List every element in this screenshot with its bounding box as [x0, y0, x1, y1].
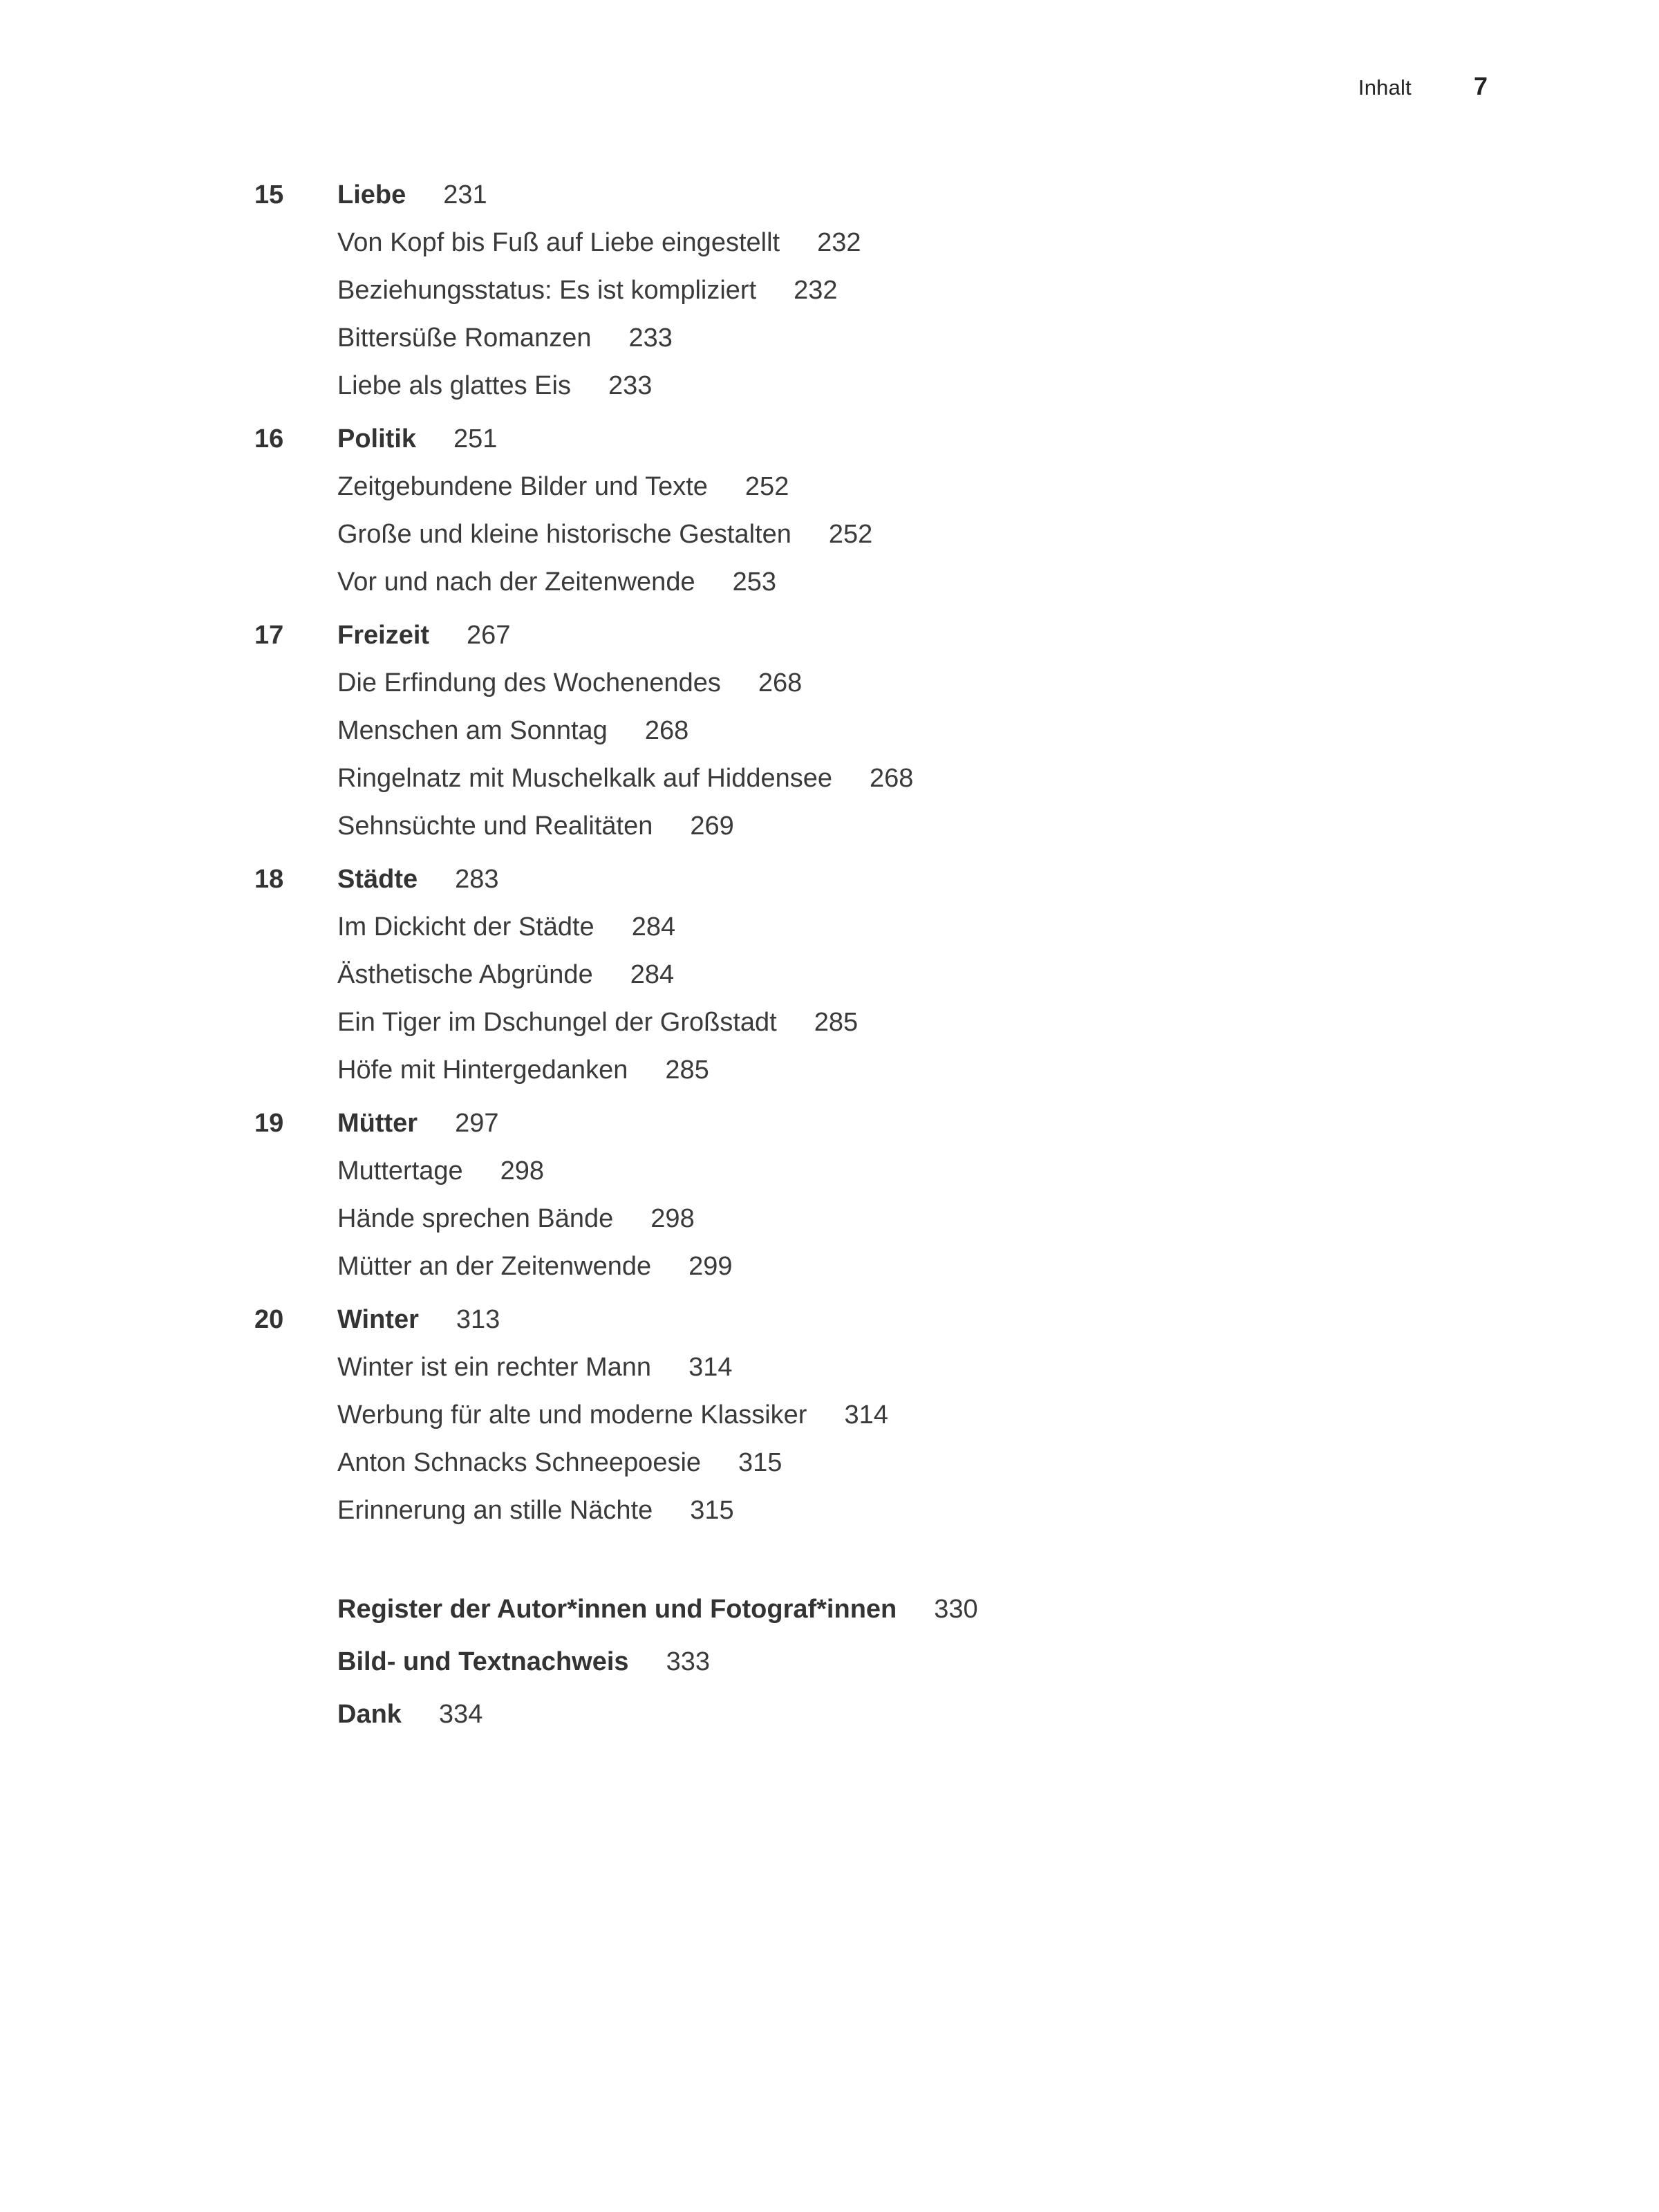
entry-title: Ein Tiger im Dschungel der Großstadt	[337, 1008, 777, 1037]
entry-page: 252	[828, 520, 873, 549]
toc-entry[interactable]	[337, 803, 1430, 850]
toc-entry[interactable]	[337, 315, 1430, 362]
entry-title: Die Erfindung des Wochenendes	[337, 668, 721, 697]
toc-entry[interactable]	[337, 463, 1430, 511]
table-of-contents	[254, 171, 1430, 1741]
chapter-page: 231	[443, 180, 487, 209]
entry-title: Bild- und Textnachweis	[337, 1647, 629, 1676]
toc-entry[interactable]	[337, 1344, 1430, 1391]
entry-title: Menschen am Sonntag	[337, 716, 608, 745]
entry-title: Erinnerung an stille Nächte	[337, 1496, 653, 1525]
entry-page: 314	[688, 1353, 733, 1382]
chapter-title-entry[interactable]	[337, 1100, 1430, 1147]
chapter-body	[337, 415, 1430, 606]
entry-title: Zeitgebundene Bilder und Texte	[337, 472, 708, 501]
entry-page: 233	[608, 371, 653, 400]
entry-title: Ästhetische Abgründe	[337, 960, 593, 989]
entry-page: 233	[628, 324, 673, 353]
entry-page: 330	[934, 1595, 978, 1624]
toc-entry[interactable]	[337, 1243, 1430, 1291]
chapter-page: 297	[455, 1109, 499, 1138]
chapter-title: Städte	[337, 865, 418, 894]
chapter-16	[254, 415, 1430, 606]
toc-entry[interactable]	[337, 219, 1430, 267]
entry-title: Mütter an der Zeitenwende	[337, 1252, 652, 1281]
running-head-section: Inhalt	[1358, 75, 1412, 100]
toc-entry[interactable]	[337, 267, 1430, 315]
entry-page: 284	[630, 960, 675, 989]
toc-entry[interactable]	[337, 362, 1430, 410]
entry-page: 284	[631, 912, 676, 941]
entry-page: 314	[844, 1400, 888, 1430]
chapter-20	[254, 1296, 1430, 1535]
page-number: 7	[1473, 72, 1488, 100]
chapter-title-entry[interactable]	[337, 1296, 1430, 1344]
chapter-number: 19	[254, 1109, 284, 1138]
entry-title: Werbung für alte und moderne Klassiker	[337, 1400, 807, 1430]
entry-title: Beziehungsstatus: Es ist kompliziert	[337, 276, 757, 305]
entry-title: Vor und nach der Zeitenwende	[337, 568, 695, 597]
chapter-title-entry[interactable]	[337, 415, 1430, 463]
entry-title: Bittersüße Romanzen	[337, 324, 592, 353]
entry-page: 268	[758, 668, 803, 697]
entry-title: Muttertage	[337, 1156, 463, 1185]
entry-title: Ringelnatz mit Muschelkalk auf Hiddensee	[337, 764, 833, 793]
chapter-title-entry[interactable]	[337, 171, 1430, 219]
chapter-18	[254, 856, 1430, 1094]
entry-page: 315	[690, 1496, 734, 1525]
chapter-title: Freizeit	[337, 621, 430, 650]
toc-entry[interactable]	[337, 903, 1430, 951]
chapter-title: Politik	[337, 424, 417, 453]
entry-page: 299	[688, 1252, 733, 1281]
entry-title: Große und kleine historische Gestalten	[337, 520, 791, 549]
entry-title: Im Dickicht der Städte	[337, 912, 594, 941]
toc-entry[interactable]	[337, 999, 1430, 1047]
entry-page: 232	[817, 228, 861, 257]
toc-entry[interactable]	[337, 1047, 1430, 1094]
chapter-number: 15	[254, 180, 284, 209]
toc-entry[interactable]	[337, 511, 1430, 559]
toc-entry[interactable]	[337, 1147, 1430, 1195]
entry-page: 285	[665, 1056, 709, 1085]
toc-entry[interactable]	[337, 1487, 1430, 1535]
entry-page: 268	[870, 764, 914, 793]
entry-page: 298	[500, 1156, 545, 1185]
chapter-number: 17	[254, 621, 284, 650]
chapter-title-entry[interactable]	[337, 856, 1430, 903]
chapter-15	[254, 171, 1430, 410]
toc-entry[interactable]	[337, 755, 1430, 803]
toc-entry[interactable]	[337, 1195, 1430, 1243]
running-head	[1358, 72, 1488, 101]
toc-entry[interactable]	[337, 659, 1430, 707]
chapter-number: 20	[254, 1305, 284, 1334]
chapter-body	[337, 856, 1430, 1094]
toc-entry[interactable]	[337, 1391, 1430, 1439]
chapter-page: 313	[456, 1305, 500, 1334]
entry-page: 298	[650, 1204, 695, 1233]
entry-page: 285	[814, 1008, 859, 1037]
chapter-page: 267	[467, 621, 511, 650]
entry-page: 334	[438, 1700, 483, 1729]
entry-title: Höfe mit Hintergedanken	[337, 1056, 628, 1085]
chapter-page: 283	[455, 865, 499, 894]
chapter-title: Winter	[337, 1305, 419, 1334]
toc-entry[interactable]	[337, 559, 1430, 606]
backmatter	[254, 1583, 1430, 1741]
entry-title: Register der Autor*innen und Fotograf*innen	[337, 1595, 897, 1624]
entry-page: 268	[644, 716, 689, 745]
entry-title: Liebe als glattes Eis	[337, 371, 571, 400]
backmatter-entry-thanks[interactable]	[337, 1688, 1430, 1741]
chapter-19	[254, 1100, 1430, 1291]
chapter-title: Mütter	[337, 1109, 418, 1138]
chapter-body	[337, 612, 1430, 850]
chapter-body	[337, 1296, 1430, 1535]
backmatter-entry-credits[interactable]	[337, 1635, 1430, 1688]
entry-page: 333	[666, 1647, 710, 1676]
entry-title: Anton Schnacks Schneepoesie	[337, 1448, 702, 1477]
entry-title: Hände sprechen Bände	[337, 1204, 614, 1233]
backmatter-entry-register[interactable]	[337, 1583, 1430, 1635]
entry-title: Sehnsüchte und Realitäten	[337, 812, 653, 841]
toc-entry[interactable]	[337, 707, 1430, 755]
chapter-17	[254, 612, 1430, 850]
entry-title: Winter ist ein rechter Mann	[337, 1353, 652, 1382]
chapter-number: 16	[254, 424, 284, 453]
entry-title: Von Kopf bis Fuß auf Liebe eingestellt	[337, 228, 780, 257]
entry-page: 315	[738, 1448, 782, 1477]
toc-entry[interactable]	[337, 1439, 1430, 1487]
entry-page: 232	[794, 276, 838, 305]
chapter-title-entry[interactable]	[337, 612, 1430, 659]
chapter-body	[337, 1100, 1430, 1291]
chapter-page: 251	[453, 424, 498, 453]
entry-page: 253	[732, 568, 776, 597]
chapter-title: Liebe	[337, 180, 406, 209]
toc-entry[interactable]	[337, 951, 1430, 999]
chapter-body	[337, 171, 1430, 410]
entry-page: 269	[690, 812, 734, 841]
entry-title: Dank	[337, 1700, 402, 1729]
chapter-number: 18	[254, 865, 284, 894]
entry-page: 252	[744, 472, 789, 501]
